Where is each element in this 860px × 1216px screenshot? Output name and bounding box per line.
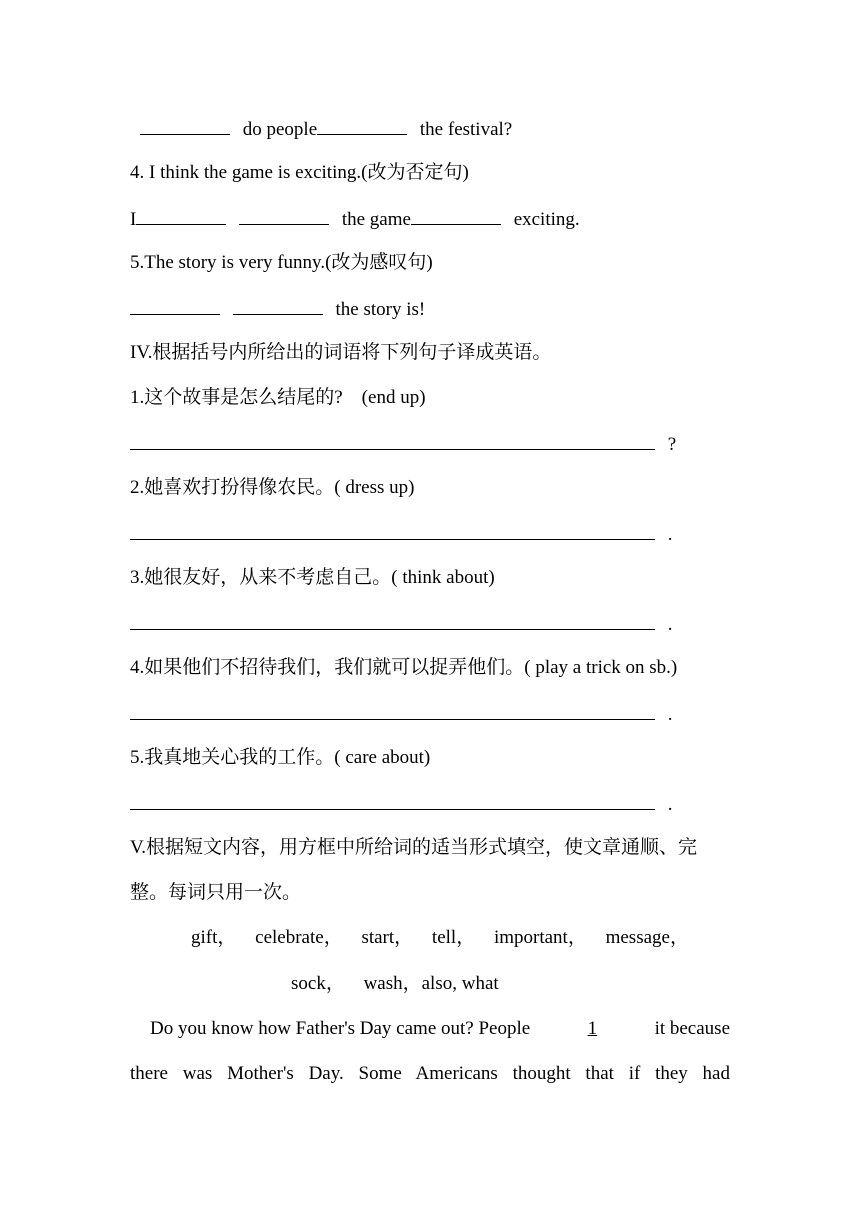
answer-blank[interactable]: [140, 116, 230, 135]
end-punct: .: [667, 524, 673, 545]
passage-text: it because: [654, 1018, 730, 1039]
q5-prompt: 5.The story is very funny.(改为感叹句): [130, 252, 433, 273]
sec4-item-1-answer: [130, 431, 676, 457]
answer-blank[interactable]: [130, 701, 655, 720]
word-box-row-2: [291, 972, 499, 996]
word-box-word: sock，: [291, 973, 345, 994]
sec4-item-2-prompt: 2.她喜欢打扮得像农民。( dress up): [130, 477, 415, 498]
answer-blank[interactable]: [130, 611, 655, 630]
word-box-word: important，: [493, 927, 587, 948]
answer-blank[interactable]: [130, 296, 220, 315]
word-box-row-1: [191, 926, 689, 950]
end-punct: .: [667, 704, 673, 725]
q4-prompt: 4. I think the game is exciting.(改为否定句): [130, 162, 469, 183]
word-box-word: message，: [605, 927, 689, 948]
answer-blank[interactable]: [239, 206, 329, 225]
passage-line-1: [150, 1017, 730, 1041]
answer-blank[interactable]: [130, 791, 655, 810]
answer-blank[interactable]: [411, 206, 501, 225]
sec4-item-3-prompt: 3.她很友好，从来不考虑自己。( think about): [130, 567, 495, 588]
word-box-word: tell，: [431, 927, 476, 948]
section-v-heading-line2: 整。每词只用一次。: [130, 882, 302, 903]
passage-blank-1[interactable]: 1: [587, 1018, 598, 1039]
sec4-item-5-answer: [130, 791, 673, 817]
q3-answer-line: [140, 116, 512, 142]
answer-blank[interactable]: [233, 296, 323, 315]
sec4-item-2-answer: [130, 521, 673, 547]
sec4-item-3-answer: [130, 611, 673, 637]
q4-text-c: exciting.: [513, 209, 580, 230]
q5-answer-line: [130, 296, 425, 322]
q5-text-a: the story is!: [335, 299, 426, 320]
sec4-item-1-prompt: 1.这个故事是怎么结尾的? (end up): [130, 387, 426, 408]
q4-answer-line: [130, 206, 580, 232]
section-v-heading-line1: V.根据短文内容，用方框中所给词的适当形式填空，使文章通顺、完: [130, 837, 698, 858]
q4-text-b: the game: [341, 209, 411, 230]
word-box-word: celebrate，: [255, 927, 343, 948]
end-punct: .: [667, 794, 673, 815]
passage-text: Do you know how Father's Day came out? People: [150, 1018, 531, 1039]
answer-blank[interactable]: [136, 206, 226, 225]
sec4-item-4-prompt: 4.如果他们不招待我们，我们就可以捉弄他们。( play a trick on sb.): [130, 657, 678, 678]
answer-blank[interactable]: [317, 116, 407, 135]
end-punct: ?: [667, 434, 677, 455]
word-box-word: wash，also, what: [363, 973, 499, 994]
end-punct: .: [667, 614, 673, 635]
word-box-word: gift，: [191, 927, 237, 948]
section-iv-heading: IV.根据括号内所给出的词语将下列句子译成英语。: [130, 342, 552, 363]
sec4-item-4-answer: [130, 701, 673, 727]
answer-blank[interactable]: [130, 521, 655, 540]
q3-text-a: do people: [242, 119, 318, 140]
answer-blank[interactable]: [130, 431, 655, 450]
passage-line-2: there was Mother's Day. Some Americans thought that if they had: [130, 1063, 730, 1084]
q4-text-a: I: [130, 209, 137, 230]
q3-text-b: the festival?: [419, 119, 513, 140]
word-box-word: start，: [361, 927, 414, 948]
sec4-item-5-prompt: 5.我真地关心我的工作。( care about): [130, 747, 431, 768]
